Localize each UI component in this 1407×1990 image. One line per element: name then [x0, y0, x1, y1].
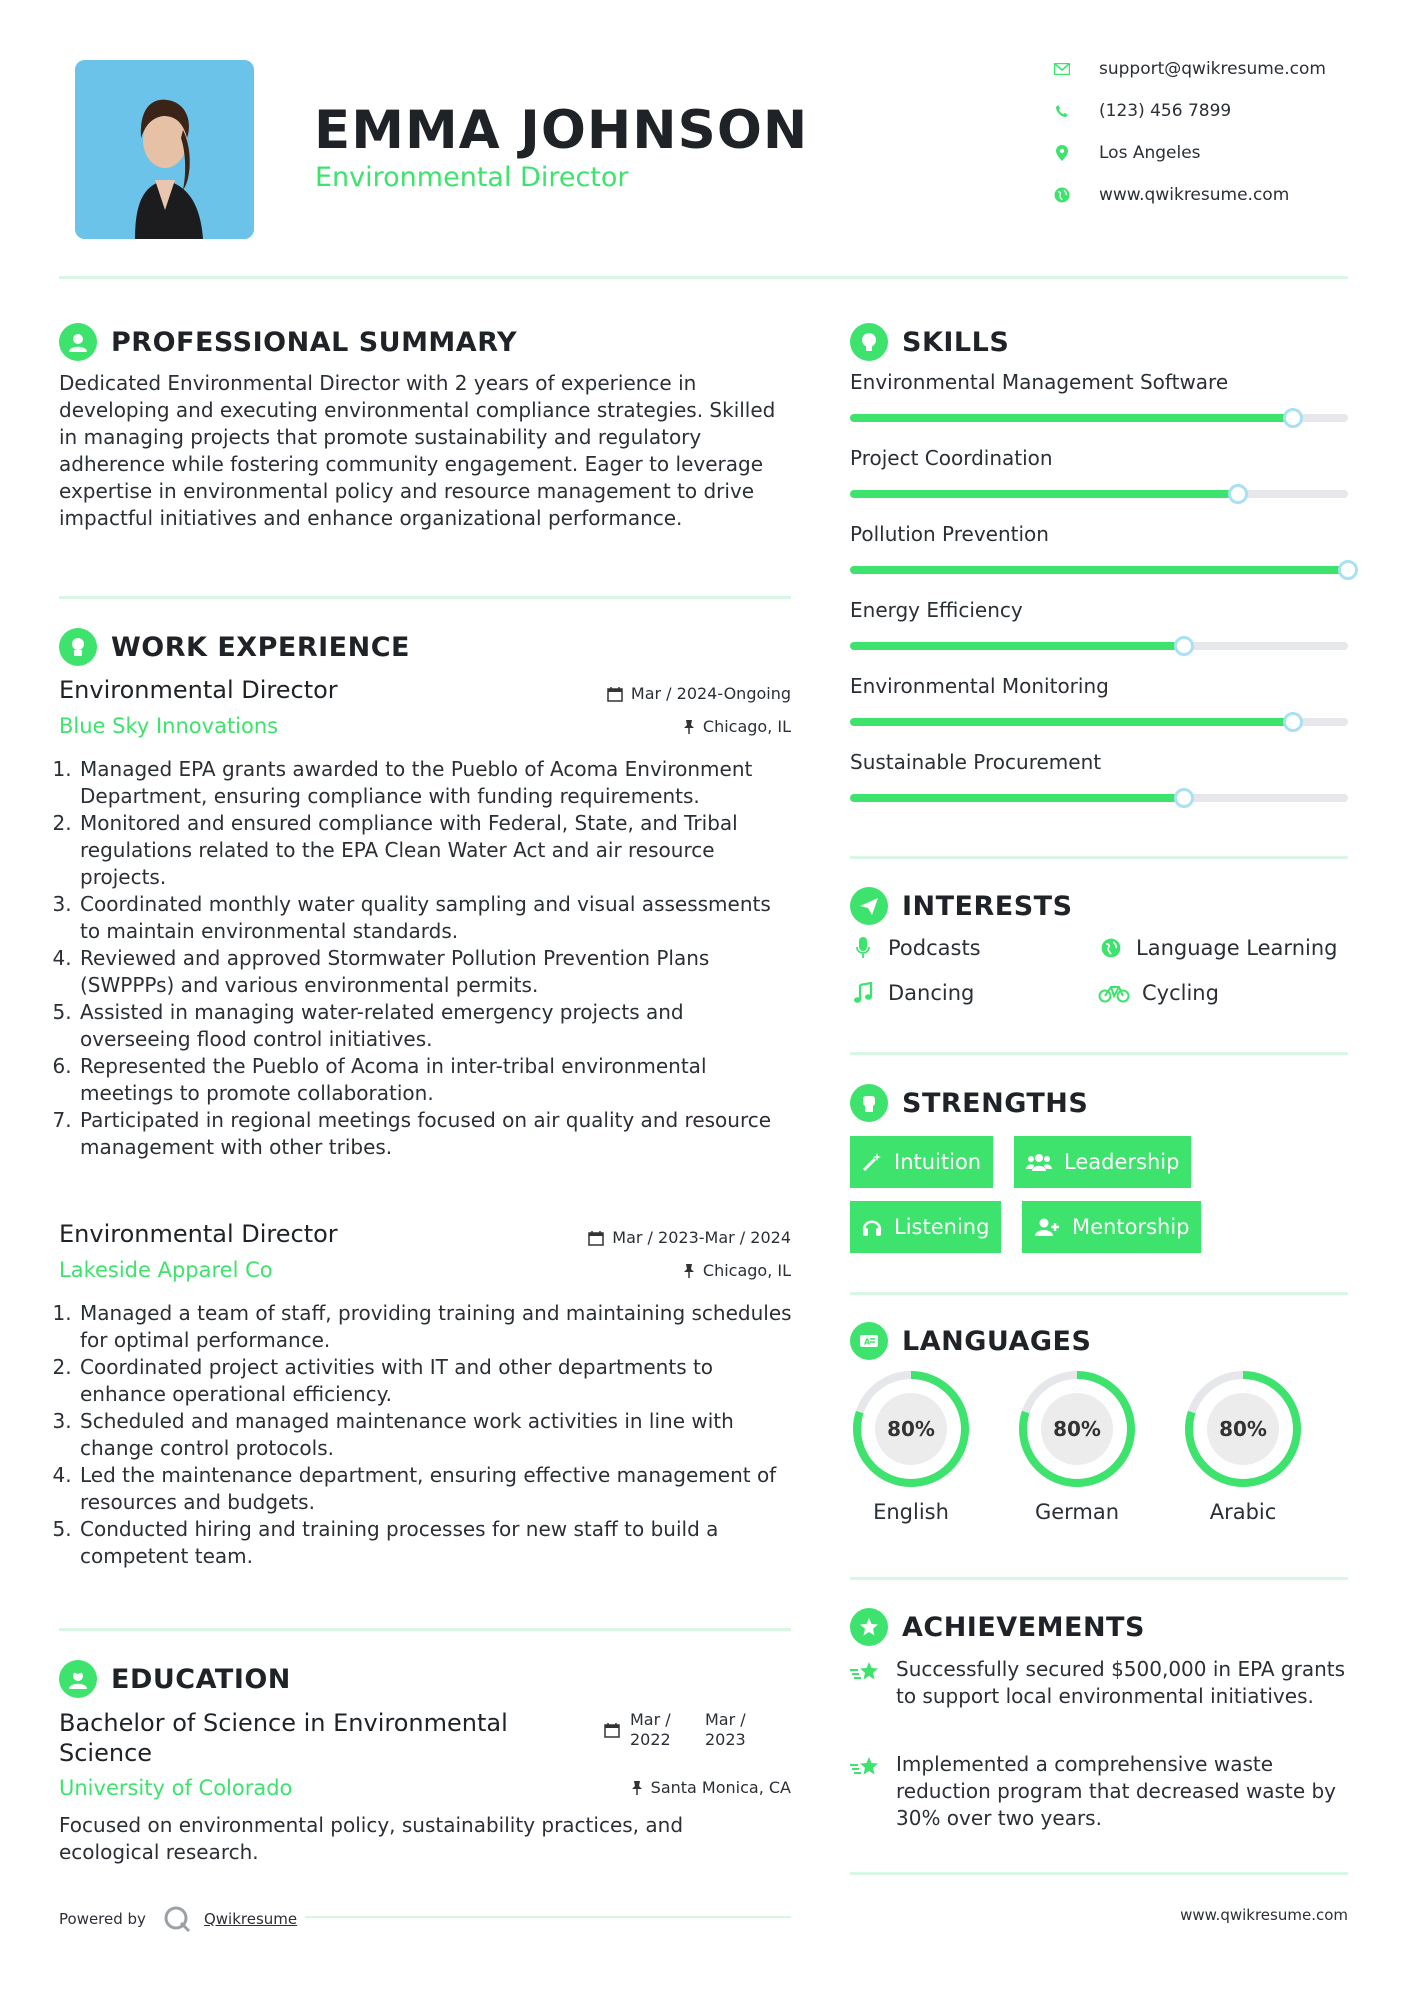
languages-title: LANGUAGES: [902, 1325, 1092, 1357]
skill-bar-fill: [850, 718, 1293, 726]
location-text: Los Angeles: [1099, 143, 1201, 163]
language-item: [1182, 1368, 1304, 1524]
headphones-icon: [862, 1217, 882, 1237]
magic-wand-icon: [862, 1152, 882, 1172]
skill-bar-fill: [850, 566, 1348, 574]
user-icon: [59, 323, 97, 361]
job-1-location: Chicago, IL: [560, 717, 791, 736]
summary-divider: [59, 596, 791, 599]
interests-title: INTERESTS: [902, 890, 1073, 922]
languages-divider: [850, 1577, 1348, 1580]
education-description: Focused on environmental policy, sustainability practices, and ecological research.: [59, 1813, 684, 1864]
education-header: [59, 1660, 291, 1698]
list-item: 6. Represented the Pueblo of Acoma in inter-tribal environmental meetings to promote collaboration.: [78, 1053, 794, 1107]
language-ring: [1016, 1368, 1138, 1490]
skill-bar-knob: [1174, 788, 1194, 808]
language-name: German: [1034, 1500, 1120, 1524]
interest-dancing: Dancing: [850, 981, 974, 1005]
qwikresume-link[interactable]: Qwikresume: [203, 1910, 298, 1928]
contact-website[interactable]: [1051, 184, 1289, 206]
achievement-item: Implemented a comprehensive waste reduction program that decreased waste by 30% over two years.: [850, 1751, 1348, 1832]
achievements-title: ACHIEVEMENTS: [902, 1611, 1145, 1643]
language-name: Arabic: [1209, 1500, 1277, 1524]
map-pin-icon: [1051, 142, 1073, 164]
skill-bar-knob: [1174, 636, 1194, 656]
website-text: www.qwikresume.com: [1099, 185, 1290, 205]
skill-bar: [850, 490, 1348, 498]
phone-text: (123) 456 7899: [1099, 101, 1232, 121]
language-ring: [1182, 1368, 1304, 1490]
skill-bar-fill: [850, 794, 1184, 802]
contact-phone[interactable]: [1051, 100, 1231, 122]
education-school: University of Colorado: [59, 1776, 293, 1800]
skill-bar: [850, 718, 1348, 726]
globe-icon: [1051, 184, 1073, 206]
interest-podcasts: Podcasts: [850, 936, 981, 960]
job-1-bullets: [54, 756, 794, 1161]
language-name: English: [873, 1500, 949, 1524]
language-level: 80%: [1219, 1417, 1267, 1441]
list-item: 5. Conducted hiring and training processes for new staff to build a competent team.: [78, 1516, 794, 1570]
list-item: 3. Coordinated monthly water quality sampling and visual assessments to maintain environmental standards.: [78, 891, 794, 945]
interests-header: [850, 887, 1073, 925]
summary-text: Dedicated Environmental Director with 2 years of experience in developing and executing environmental compliance strategies. Skilled in managing projects that promote sustainability and regulatory adherence while fostering community engagement. Eager to leverage expertise in environmental policy and resource management to drive impactful initiatives and enhance organizational performance.: [59, 371, 776, 530]
experience-divider: [59, 1628, 791, 1631]
list-item: 4. Reviewed and approved Stormwater Pollution Prevention Plans (SWPPPs) and various environmental permits.: [78, 945, 794, 999]
language-level: 80%: [887, 1417, 935, 1441]
skill-name: Energy Efficiency: [850, 598, 1023, 622]
list-item: 7. Participated in regional meetings focused on air quality and resource management with other tribes.: [78, 1107, 794, 1161]
email-text: support@qwikresume.com: [1099, 59, 1326, 79]
list-item: 1. Managed EPA grants awarded to the Pueblo of Acoma Environment Department, ensuring compliance with funding requirements.: [78, 756, 794, 810]
language-ring: [850, 1368, 972, 1490]
pushpin-icon: [683, 719, 695, 735]
user-plus-icon: [1034, 1217, 1060, 1237]
experience-title: WORK EXPERIENCE: [111, 631, 410, 663]
strength-leadership: Leadership: [1014, 1136, 1191, 1188]
summary-title: PROFESSIONAL SUMMARY: [111, 326, 518, 358]
fist-icon: [850, 1084, 888, 1122]
skill-name: Project Coordination: [850, 446, 1053, 470]
list-item: 3. Scheduled and managed maintenance work activities in line with change control protocols.: [78, 1408, 794, 1462]
powered-by: Powered by Qwikresume: [59, 1904, 305, 1934]
achievement-item: Successfully secured $500,000 in EPA grants to support local environmental initiatives.: [850, 1656, 1348, 1710]
education-title: EDUCATION: [111, 1663, 291, 1695]
qwikresume-logo-icon: [162, 1904, 192, 1934]
education-location: Santa Monica, CA: [560, 1778, 791, 1797]
header-divider: [59, 276, 1348, 279]
star-badge-icon: [850, 1608, 888, 1646]
candidate-role: Environmental Director: [315, 162, 629, 193]
job-1-title: Environmental Director: [59, 676, 338, 704]
pushpin-icon: [631, 1780, 643, 1796]
strength-mentorship: Mentorship: [1022, 1201, 1201, 1253]
education-dates: [604, 1710, 794, 1750]
education-date-start: Mar / 2022: [630, 1710, 671, 1749]
skill-bar: [850, 414, 1348, 422]
pushpin-icon: [683, 1263, 695, 1279]
lightbulb-icon: [850, 323, 888, 361]
skill-bar-fill: [850, 490, 1238, 498]
language-card-icon: [850, 1322, 888, 1360]
envelope-icon: [1051, 58, 1073, 80]
contact-email[interactable]: [1051, 58, 1326, 80]
briefcase-icon: [59, 628, 97, 666]
candidate-name: EMMA JOHNSON: [314, 100, 809, 161]
profile-photo: [75, 60, 254, 239]
shooting-star-icon: [850, 1656, 884, 1710]
strengths-divider: [850, 1292, 1348, 1295]
skill-bar-knob: [1283, 408, 1303, 428]
job-2-company: Lakeside Apparel Co: [59, 1258, 273, 1282]
globe-icon: [1098, 938, 1124, 958]
language-item: [850, 1368, 972, 1524]
graduate-icon: [59, 1660, 97, 1698]
calendar-icon: [588, 1230, 604, 1246]
paper-plane-icon: [850, 887, 888, 925]
interests-divider: [850, 1052, 1348, 1055]
skills-header: [850, 323, 1009, 361]
languages-header: [850, 1322, 1091, 1360]
music-note-icon: [850, 982, 876, 1004]
shooting-star-icon: [850, 1751, 884, 1832]
job-2-bullets: [54, 1300, 794, 1570]
skill-name: Environmental Management Software: [850, 370, 1229, 394]
strength-listening: Listening: [850, 1201, 1001, 1253]
language-level: 80%: [1053, 1417, 1101, 1441]
language-item: [1016, 1368, 1138, 1524]
contact-location: [1051, 142, 1201, 164]
svg-text:A: A: [864, 1337, 871, 1347]
interest-language-learning: Language Learning: [1098, 936, 1337, 960]
users-icon: [1026, 1152, 1052, 1172]
skill-name: Environmental Monitoring: [850, 674, 1109, 698]
interest-cycling: Cycling: [1098, 981, 1219, 1005]
skill-bar-knob: [1283, 712, 1303, 732]
skills-title: SKILLS: [902, 326, 1010, 358]
list-item: 2. Coordinated project activities with IT and other departments to enhance operational efficiency.: [78, 1354, 794, 1408]
skill-bar-fill: [850, 414, 1293, 422]
list-item: 1. Managed a team of staff, providing training and maintaining schedules for optimal performance.: [78, 1300, 794, 1354]
education-date-end: Mar / 2023: [705, 1710, 746, 1749]
education-degree: Bachelor of Science in Environmental Science: [59, 1709, 508, 1767]
skill-bar-knob: [1338, 560, 1358, 580]
job-1-company: Blue Sky Innovations: [59, 714, 279, 738]
job-2-title: Environmental Director: [59, 1220, 338, 1248]
skills-divider: [850, 856, 1348, 859]
skill-bar: [850, 794, 1348, 802]
strengths-header: [850, 1084, 1088, 1122]
bicycle-icon: [1098, 983, 1130, 1003]
skill-bar-fill: [850, 642, 1184, 650]
skill-name: Sustainable Procurement: [850, 750, 1102, 774]
achievements-divider: [850, 1872, 1348, 1875]
microphone-icon: [850, 937, 876, 959]
achievements-header: [850, 1608, 1145, 1646]
strengths-title: STRENGTHS: [902, 1087, 1089, 1119]
phone-icon: [1051, 100, 1073, 122]
calendar-icon: [604, 1722, 620, 1738]
summary-header: [59, 323, 517, 361]
calendar-icon: [607, 686, 623, 702]
list-item: 2. Monitored and ensured compliance with Federal, State, and Tribal regulations related to the EPA Clean Water Act and air resource projects.: [78, 810, 794, 891]
list-item: 5. Assisted in managing water-related emergency projects and overseeing flood control initiatives.: [78, 999, 794, 1053]
strength-intuition: Intuition: [850, 1136, 993, 1188]
footer-website[interactable]: www.qwikresume.com: [1180, 1906, 1348, 1924]
skill-bar: [850, 642, 1348, 650]
experience-header: [59, 628, 410, 666]
list-item: 4. Led the maintenance department, ensuring effective management of resources and budgets.: [78, 1462, 794, 1516]
skill-name: Pollution Prevention: [850, 522, 1049, 546]
skill-bar: [850, 566, 1348, 574]
skill-bar-knob: [1228, 484, 1248, 504]
job-2-location: Chicago, IL: [560, 1261, 791, 1280]
job-1-dates: Mar / 2024-Ongoing: [560, 684, 791, 703]
job-2-dates: Mar / 2023-Mar / 2024: [540, 1228, 791, 1247]
